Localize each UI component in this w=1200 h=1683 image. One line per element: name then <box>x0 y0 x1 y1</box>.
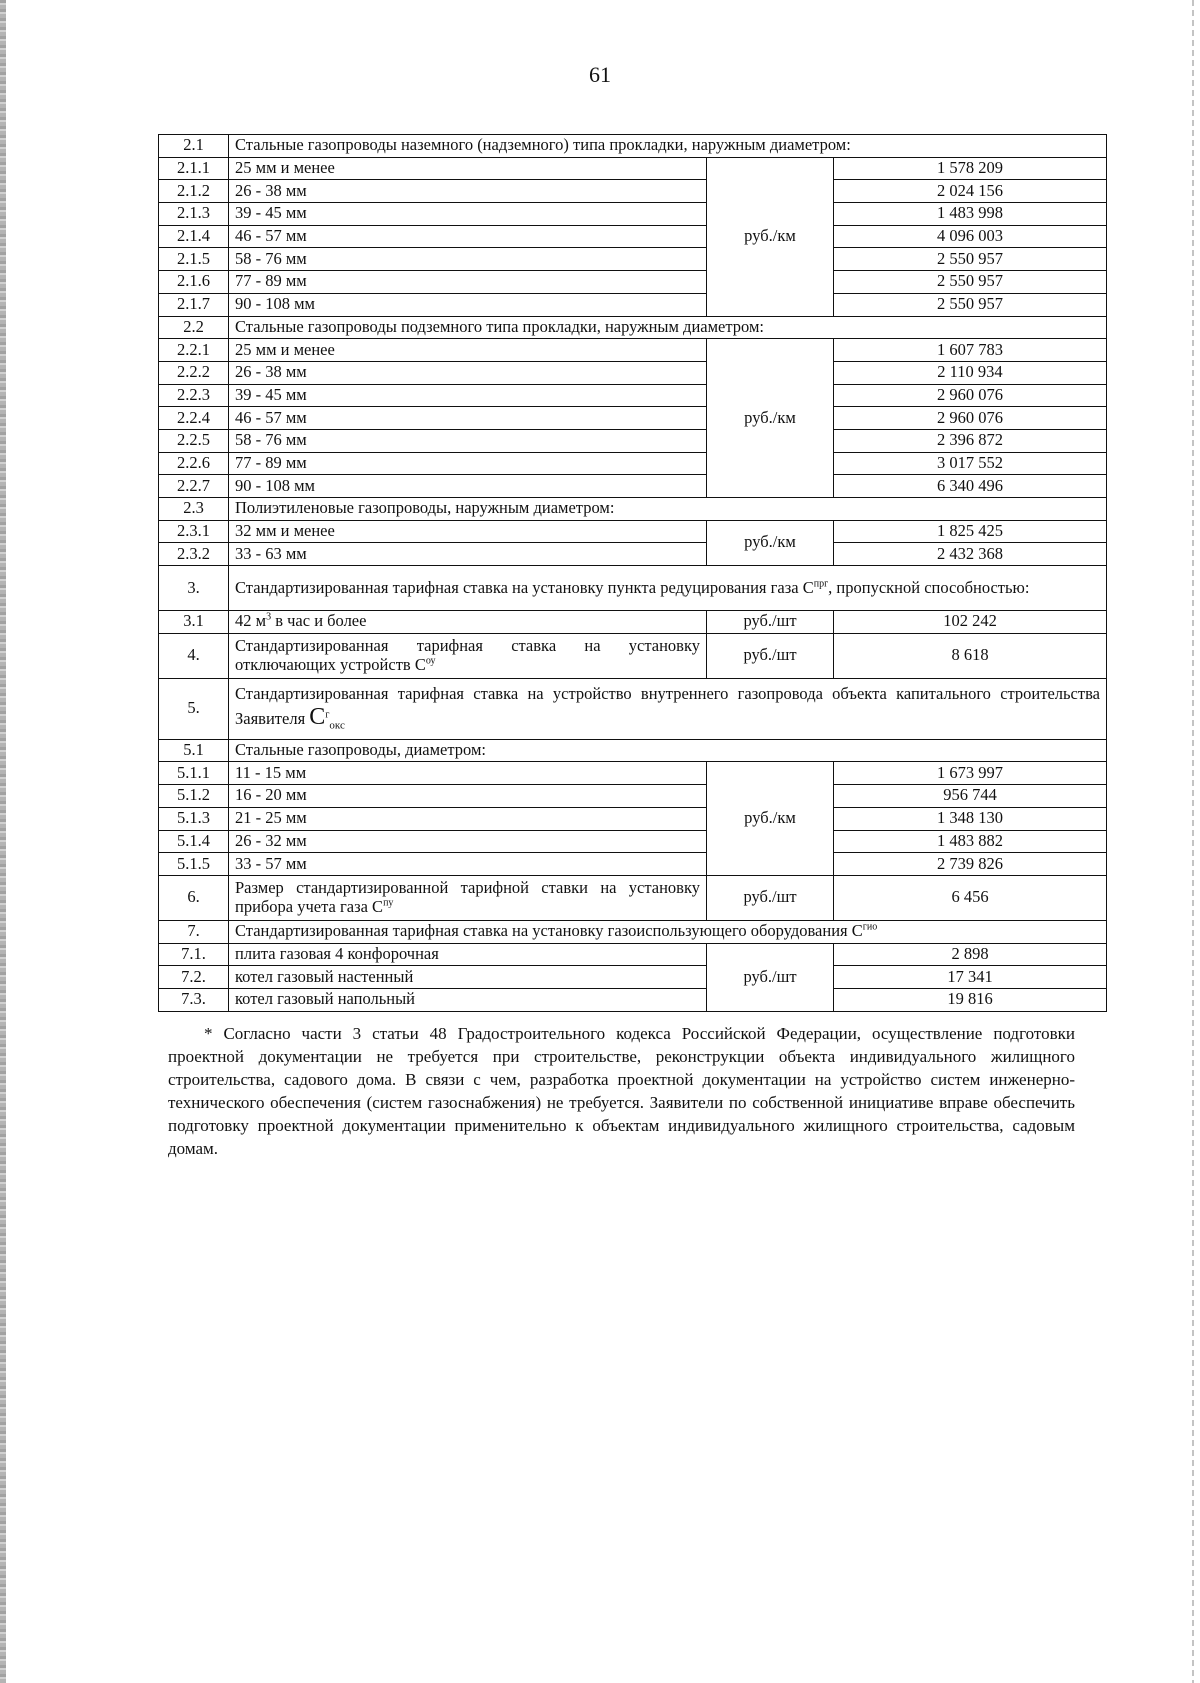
row-number: 2.2.6 <box>159 452 229 475</box>
table-row <box>159 157 1107 180</box>
row-number: 6. <box>159 875 229 920</box>
table-row <box>159 361 1107 384</box>
section-row <box>159 739 1107 762</box>
row-number: 5.1.1 <box>159 762 229 785</box>
row-name: 46 - 57 мм <box>229 225 707 248</box>
table-row <box>159 293 1107 316</box>
row-name: 46 - 57 мм <box>229 407 707 430</box>
row-value: 2 432 368 <box>834 543 1107 566</box>
section-title <box>229 678 1107 739</box>
tariff-superscript: г <box>325 709 330 721</box>
row-unit: руб./км <box>707 520 834 565</box>
tariff-table <box>158 134 1107 1012</box>
row-unit: руб./шт <box>707 875 834 920</box>
table-row <box>159 853 1107 876</box>
scan-edge-right <box>1192 0 1194 1683</box>
row-value: 6 340 496 <box>834 475 1107 498</box>
row-number: 7.3. <box>159 988 229 1011</box>
footnote-text: * Согласно части 3 статьи 48 Градостроительного кодекса Российской Федерации, осуществление подготовки проектной документации не требуется при строительстве, реконструкции объекта индивидуального жилищного строительства, садового дома. В связи с чем, разработка проектной документации на устройство систем инженерно-технического обеспечения (систем газоснабжения) не требуется. Заявители по собственной инициативе вправе обеспечить подготовку проектной документации применительно к объектам индивидуального жилищного строительства, садовым домам. <box>168 1024 1075 1158</box>
row-unit: руб./км <box>707 339 834 498</box>
row-value: 1 673 997 <box>834 762 1107 785</box>
row-name: плита газовая 4 конфорочная <box>229 943 707 966</box>
row-name: 11 - 15 мм <box>229 762 707 785</box>
section-title: Полиэтиленовые газопроводы, наружным диаметром: <box>229 498 1107 521</box>
row-value: 1 578 209 <box>834 157 1107 180</box>
row-value: 1 825 425 <box>834 520 1107 543</box>
tariff-superscript: гио <box>862 921 878 933</box>
table-row <box>159 633 1107 678</box>
row-value: 2 024 156 <box>834 180 1107 203</box>
row-name: 21 - 25 мм <box>229 807 707 830</box>
row-value: 6 456 <box>834 875 1107 920</box>
row-value: 8 618 <box>834 633 1107 678</box>
row-number: 2.1.5 <box>159 248 229 271</box>
row-value: 1 607 783 <box>834 339 1107 362</box>
table-row <box>159 543 1107 566</box>
row-value: 2 550 957 <box>834 293 1107 316</box>
row-number: 4. <box>159 633 229 678</box>
section-title-text: Стандартизированная тарифная ставка на установку газоиспользующего оборудования С <box>235 921 863 941</box>
row-number: 7.1. <box>159 943 229 966</box>
row-number: 2.1.7 <box>159 293 229 316</box>
row-unit: руб./шт <box>707 633 834 678</box>
row-value: 2 550 957 <box>834 271 1107 294</box>
row-value: 17 341 <box>834 966 1107 989</box>
section-title-text: Стандартизированная тарифная ставка на установку пункта редуцирования газа С <box>235 577 814 597</box>
row-name: 25 мм и менее <box>229 339 707 362</box>
table-row <box>159 785 1107 808</box>
row-name: 39 - 45 мм <box>229 384 707 407</box>
tariff-subscript: окс <box>329 719 345 732</box>
scan-edge-left <box>0 0 6 1683</box>
row-name: 77 - 89 мм <box>229 452 707 475</box>
row-number: 3.1 <box>159 611 229 634</box>
tariff-superscript: оу <box>425 655 436 667</box>
row-name: котел газовый напольный <box>229 988 707 1011</box>
row-value: 2 960 076 <box>834 384 1107 407</box>
table-row <box>159 271 1107 294</box>
row-number: 5.1.4 <box>159 830 229 853</box>
row-value: 2 898 <box>834 943 1107 966</box>
row-number: 2.1.3 <box>159 203 229 226</box>
row-number: 2.2.4 <box>159 407 229 430</box>
section-title <box>229 566 1107 611</box>
row-name: 26 - 32 мм <box>229 830 707 853</box>
row-number: 2.2.3 <box>159 384 229 407</box>
section-row <box>159 135 1107 158</box>
row-name <box>229 875 707 920</box>
row-unit: руб./км <box>707 762 834 875</box>
table-row <box>159 203 1107 226</box>
row-unit: руб./шт <box>707 943 834 1011</box>
row-number: 7. <box>159 920 229 943</box>
row-number: 2.3.1 <box>159 520 229 543</box>
section-title: Стальные газопроводы, диаметром: <box>229 739 1107 762</box>
row-number: 2.1.4 <box>159 225 229 248</box>
section-row <box>159 498 1107 521</box>
row-number: 2.1.1 <box>159 157 229 180</box>
row-value: 956 744 <box>834 785 1107 808</box>
row-name: 90 - 108 мм <box>229 475 707 498</box>
section-title: Стальные газопроводы наземного (надземного) типа прокладки, наружным диаметром: <box>229 135 1107 158</box>
row-name: 33 - 57 мм <box>229 853 707 876</box>
row-value: 19 816 <box>834 988 1107 1011</box>
row-name: 32 мм и менее <box>229 520 707 543</box>
row-number: 5.1 <box>159 739 229 762</box>
table-row <box>159 339 1107 362</box>
footnote <box>168 1023 1075 1161</box>
table-row <box>159 966 1107 989</box>
row-value: 2 396 872 <box>834 429 1107 452</box>
row-number: 5.1.3 <box>159 807 229 830</box>
table-row <box>159 988 1107 1011</box>
row-number: 2.2 <box>159 316 229 339</box>
table-row <box>159 429 1107 452</box>
row-unit: руб./км <box>707 157 834 316</box>
table-row <box>159 611 1107 634</box>
row-name: 26 - 38 мм <box>229 361 707 384</box>
row-value: 2 739 826 <box>834 853 1107 876</box>
row-name-text: 42 м <box>235 611 267 631</box>
section-row <box>159 316 1107 339</box>
row-unit: руб./шт <box>707 611 834 634</box>
row-value: 2 960 076 <box>834 407 1107 430</box>
table-row <box>159 475 1107 498</box>
row-number: 2.2.2 <box>159 361 229 384</box>
row-value: 4 096 003 <box>834 225 1107 248</box>
section-title: Стальные газопроводы подземного типа прокладки, наружным диаметром: <box>229 316 1107 339</box>
row-number: 2.3.2 <box>159 543 229 566</box>
row-value: 2 110 934 <box>834 361 1107 384</box>
row-value: 1 483 882 <box>834 830 1107 853</box>
row-value: 2 550 957 <box>834 248 1107 271</box>
row-name: 16 - 20 мм <box>229 785 707 808</box>
row-number: 2.3 <box>159 498 229 521</box>
page-number: 61 <box>589 62 611 87</box>
row-number: 2.2.7 <box>159 475 229 498</box>
section-title-text: Стандартизированная тарифная ставка на устройство внутреннего газопровода объекта капитального строительства Заявителя <box>235 684 1100 729</box>
row-name-text-end: в час и более <box>271 611 367 631</box>
section-title-text-end: , пропускной способностью: <box>828 577 1030 597</box>
row-name: 25 мм и менее <box>229 157 707 180</box>
row-number: 2.1.6 <box>159 271 229 294</box>
section-row <box>159 566 1107 611</box>
row-number: 7.2. <box>159 966 229 989</box>
section-row <box>159 678 1107 739</box>
row-number: 2.1 <box>159 135 229 158</box>
table-row <box>159 407 1107 430</box>
unit-superscript: 3 <box>266 611 272 623</box>
tariff-superscript: прг <box>813 578 829 590</box>
row-number: 3. <box>159 566 229 611</box>
row-value: 1 483 998 <box>834 203 1107 226</box>
row-number: 5.1.2 <box>159 785 229 808</box>
table-row <box>159 830 1107 853</box>
row-number: 2.2.1 <box>159 339 229 362</box>
row-name-text: Размер стандартизированной тарифной ставки на установку прибора учета газа С <box>235 877 700 916</box>
tariff-superscript: пу <box>383 897 394 909</box>
row-name-text: Стандартизированная тарифная ставка на установку отключающих устройств С <box>235 635 700 674</box>
row-name: 77 - 89 мм <box>229 271 707 294</box>
row-value: 1 348 130 <box>834 807 1107 830</box>
row-name: 58 - 76 мм <box>229 248 707 271</box>
row-value: 102 242 <box>834 611 1107 634</box>
row-name: 26 - 38 мм <box>229 180 707 203</box>
table-row <box>159 762 1107 785</box>
row-name: 58 - 76 мм <box>229 429 707 452</box>
table-row <box>159 520 1107 543</box>
table-row <box>159 225 1107 248</box>
tariff-symbol: С <box>309 704 326 731</box>
section-row <box>159 920 1107 943</box>
row-name <box>229 633 707 678</box>
row-name: котел газовый настенный <box>229 966 707 989</box>
table-row <box>159 248 1107 271</box>
table-row <box>159 875 1107 920</box>
table-row <box>159 452 1107 475</box>
row-name <box>229 611 707 634</box>
row-number: 2.2.5 <box>159 429 229 452</box>
table-row <box>159 180 1107 203</box>
row-number: 5.1.5 <box>159 853 229 876</box>
section-title <box>229 920 1107 943</box>
row-name: 90 - 108 мм <box>229 293 707 316</box>
row-number: 2.1.2 <box>159 180 229 203</box>
row-name: 39 - 45 мм <box>229 203 707 226</box>
table-row <box>159 384 1107 407</box>
row-number: 5. <box>159 678 229 739</box>
table-row <box>159 807 1107 830</box>
row-value: 3 017 552 <box>834 452 1107 475</box>
row-name: 33 - 63 мм <box>229 543 707 566</box>
table-row <box>159 943 1107 966</box>
